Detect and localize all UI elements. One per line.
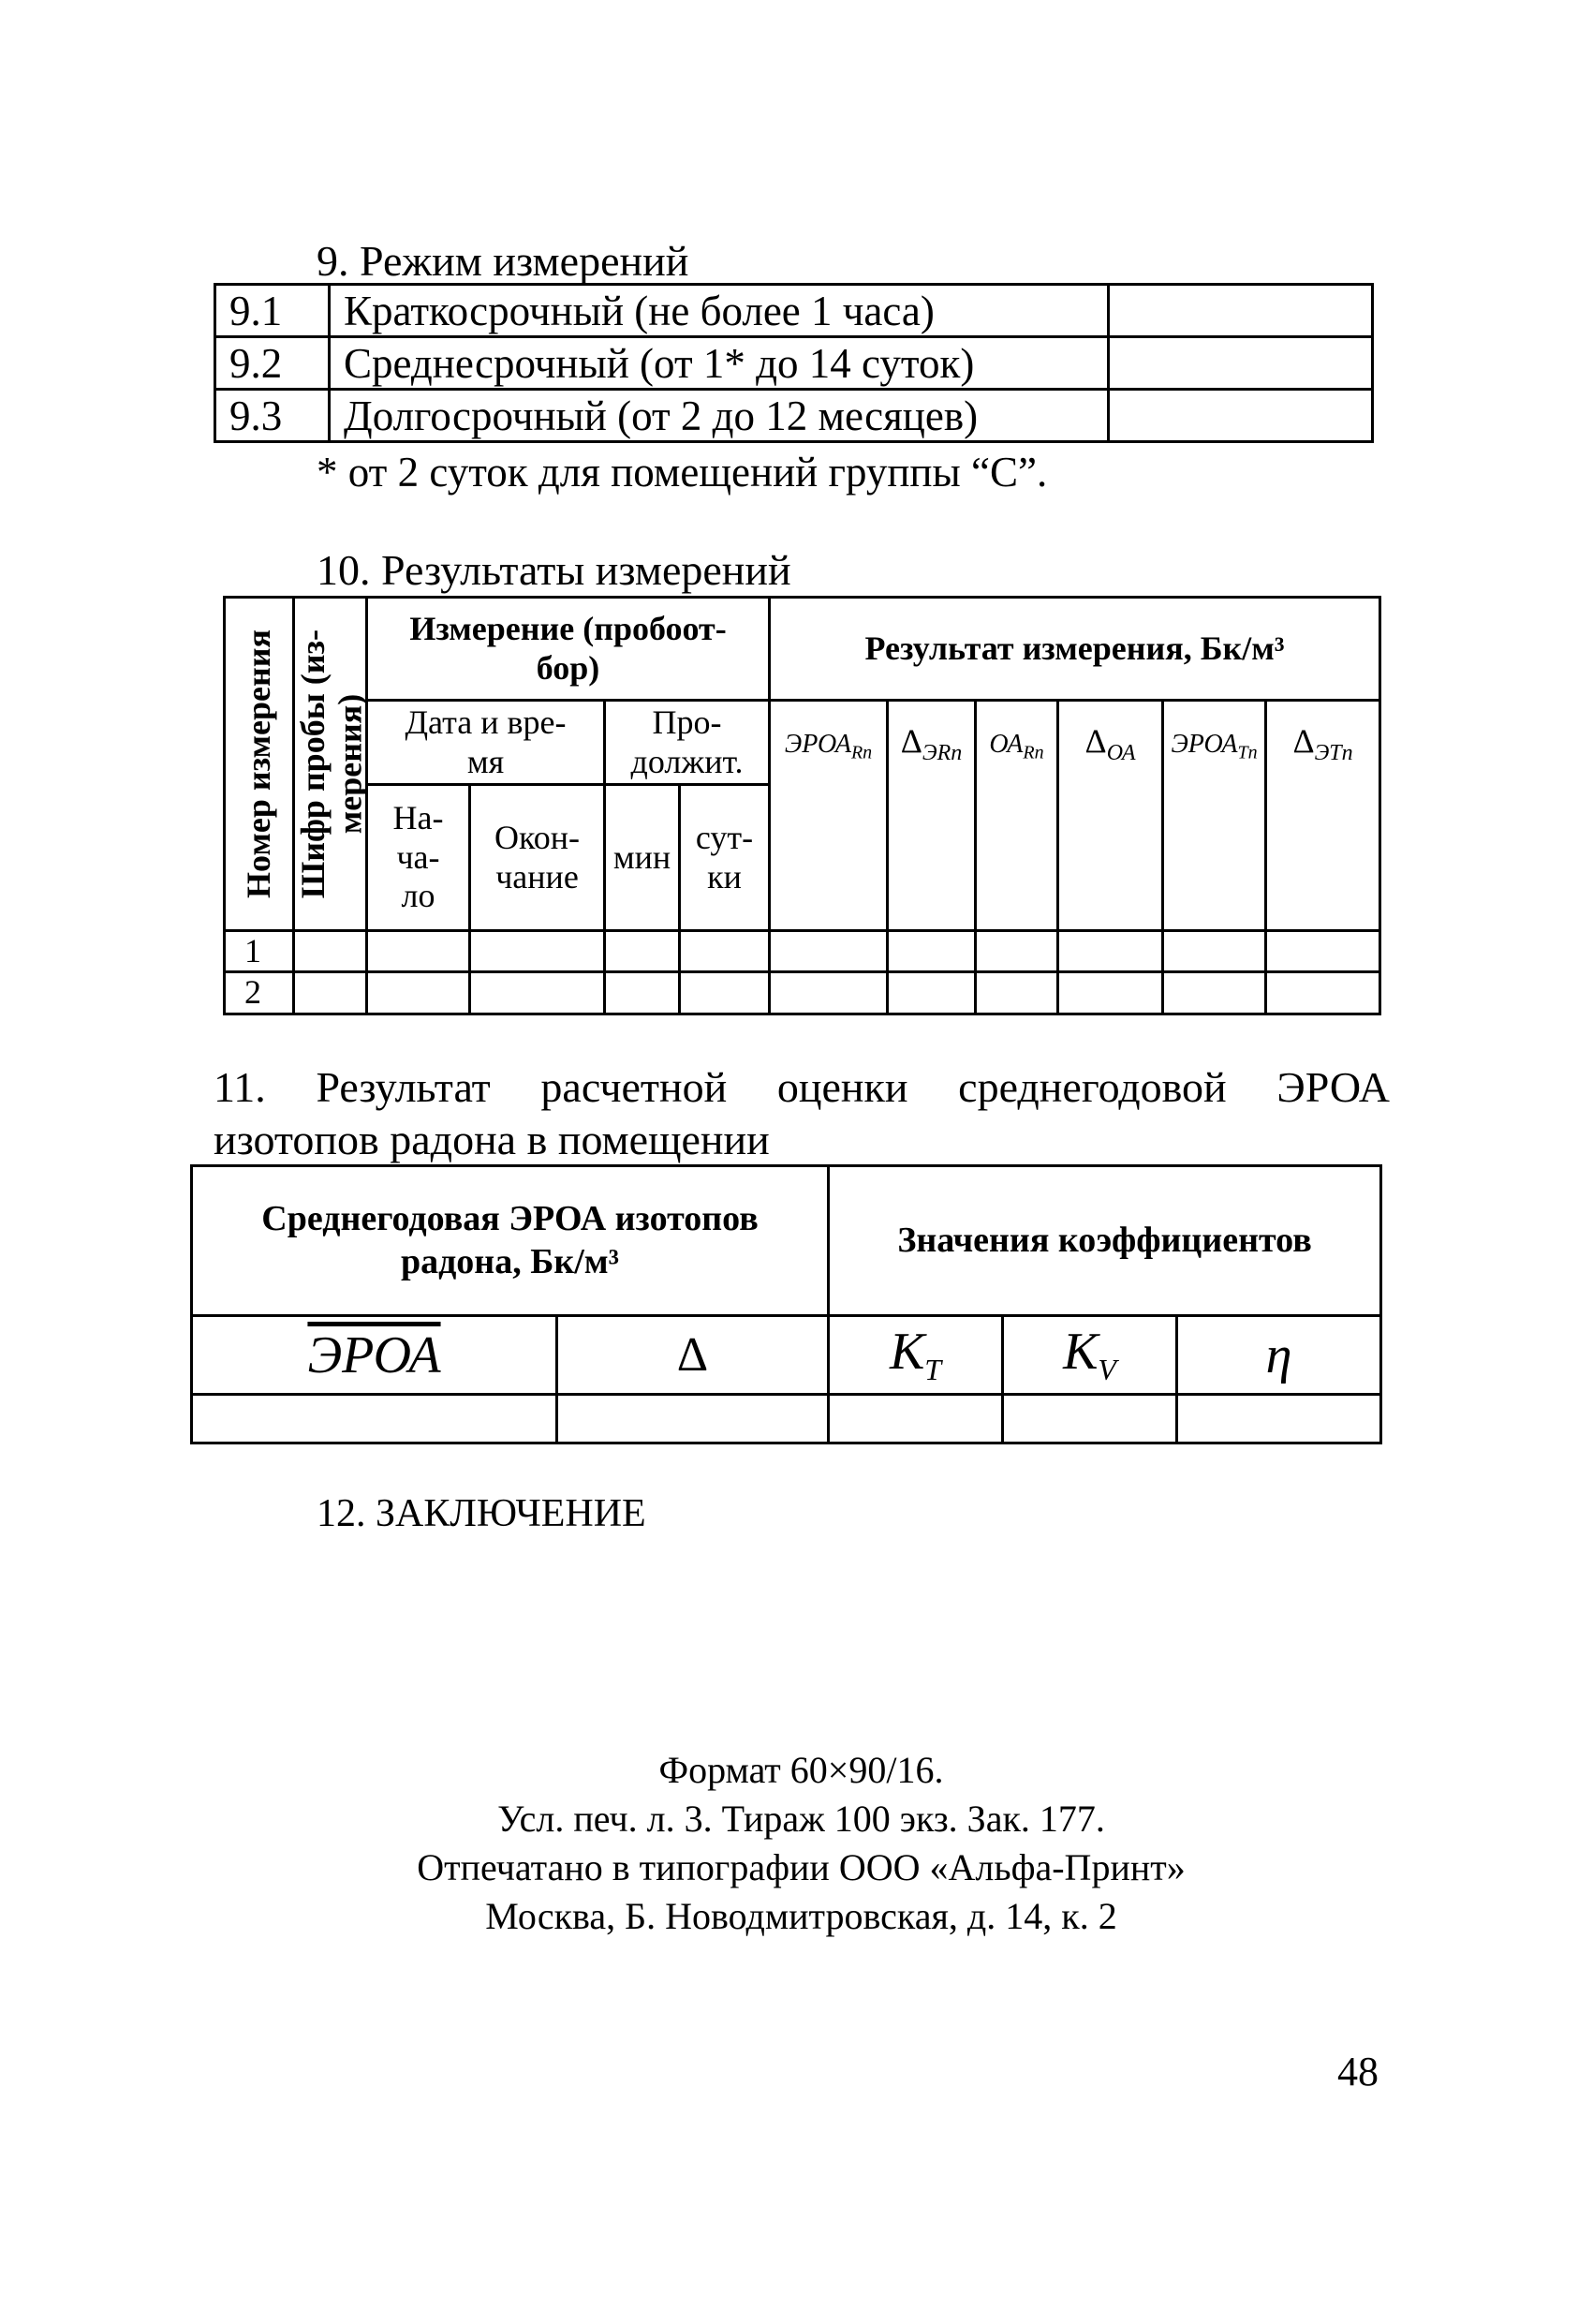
mode-value-cell — [1109, 337, 1373, 390]
end-header: Окон- чание — [470, 785, 605, 931]
result-col-delta-etn: $\Delta_{ЭTn}$ — [1266, 701, 1380, 931]
colophon — [0, 1746, 1593, 1941]
result-col-oa-rn: $ОА_{Rn}$ — [976, 701, 1058, 931]
annual-average-header: Среднегодовая ЭРОА изотопов радона, Бк/м³ — [192, 1166, 829, 1316]
header-row — [192, 1166, 1381, 1316]
annual-average-table — [190, 1164, 1382, 1444]
colophon-address: Москва, Б. Новодмитровская, д. 14, к. 2 — [485, 1895, 1117, 1937]
col-header-number — [225, 598, 294, 931]
table-cell — [976, 972, 1058, 1014]
measurement-results-table — [223, 596, 1381, 1015]
colophon-format: Формат 60×90/16. — [658, 1749, 944, 1791]
section-9-footnote: * от 2 суток для помещений группы “С”. — [317, 449, 1048, 496]
minutes-header: мин — [605, 785, 680, 931]
result-col-delta-oa: $\Delta_{ОА}$ — [1058, 701, 1163, 931]
table-cell — [770, 931, 888, 972]
section-12-title: 12. ЗАКЛЮЧЕНИЕ — [317, 1492, 646, 1535]
symbol-eta-cell: η — [1177, 1316, 1381, 1395]
table-cell — [470, 972, 605, 1014]
mode-label: Краткосрочный (не более 1 часа) — [330, 285, 1109, 337]
row-number: 1 — [225, 931, 294, 972]
result-header: Результат измерения, Бк/м³ — [770, 598, 1380, 701]
result-col-eroa-tn: $ЭРОА_{Tn}$ — [1163, 701, 1266, 931]
table-cell — [1177, 1395, 1381, 1443]
symbol-kv-cell: $K_V$ — [1003, 1316, 1177, 1395]
mode-value-cell — [1109, 285, 1373, 337]
header-row — [225, 598, 1380, 701]
table-cell — [192, 1395, 557, 1443]
colophon-printer: Отпечатано в типографии ООО «Альфа-Принт» — [417, 1846, 1186, 1888]
table-row — [215, 337, 1373, 390]
colophon-print-run: Усл. печ. л. 3. Тираж 100 экз. Зак. 177. — [497, 1798, 1105, 1840]
measurement-mode-table — [214, 283, 1374, 443]
table-cell — [770, 972, 888, 1014]
symbol-eroa-cell — [192, 1316, 557, 1395]
symbol-kt-cell: $K_T$ — [829, 1316, 1003, 1395]
table-cell — [976, 931, 1058, 972]
table-cell — [829, 1395, 1003, 1443]
row-number: 9.2 — [215, 337, 330, 390]
table-row — [215, 285, 1373, 337]
datetime-header: Дата и вре- мя — [367, 701, 605, 785]
mode-value-cell — [1109, 390, 1373, 442]
duration-header: Про- должит. — [605, 701, 770, 785]
section-11-title-continued: изотопов радона в помещении — [214, 1116, 770, 1163]
mode-label: Долгосрочный (от 2 до 12 месяцев) — [330, 390, 1109, 442]
table-cell — [557, 1395, 829, 1443]
table-cell — [294, 972, 367, 1014]
table-cell — [1266, 972, 1380, 1014]
table-cell — [888, 931, 976, 972]
table-cell — [1163, 972, 1266, 1014]
symbol-row — [192, 1316, 1381, 1395]
table-row — [225, 931, 1380, 972]
start-header: На- ча- ло — [367, 785, 470, 931]
section-11-title: 11. Результат расчетной оценки среднегодовой ЭРОА — [214, 1063, 1390, 1111]
table-cell — [1058, 972, 1163, 1014]
delta-symbol: Δ — [676, 1328, 709, 1382]
table-cell — [294, 931, 367, 972]
col-header-code — [294, 598, 367, 931]
row-number: 2 — [225, 972, 294, 1014]
measurement-number-label: Номер измерения — [239, 629, 277, 898]
table-row — [225, 972, 1380, 1014]
table-cell — [888, 972, 976, 1014]
header-row — [225, 701, 1380, 785]
sample-code-label: Шифр пробы (из- мерения) — [294, 629, 369, 899]
measurement-header: Измерение (пробоот- бор) — [367, 598, 770, 701]
table-cell — [680, 931, 770, 972]
eroa-symbol: ЭРОА — [307, 1325, 441, 1384]
days-header: сут- ки — [680, 785, 770, 931]
result-col-eroa-rn: $ЭРОА_{Rn}$ — [770, 701, 888, 931]
coefficients-header: Значения коэффициентов — [829, 1166, 1381, 1316]
table-cell — [470, 931, 605, 972]
row-number: 9.3 — [215, 390, 330, 442]
table-cell — [605, 972, 680, 1014]
row-number: 9.1 — [215, 285, 330, 337]
result-col-delta-ern: $\Delta_{ЭRn}$ — [888, 701, 976, 931]
table-cell — [680, 972, 770, 1014]
table-cell — [367, 972, 470, 1014]
table-cell — [1003, 1395, 1177, 1443]
table-row — [215, 390, 1373, 442]
table-row — [192, 1395, 1381, 1443]
table-cell — [1163, 931, 1266, 972]
table-cell — [1058, 931, 1163, 972]
section-10-title: 10. Результаты измерений — [317, 546, 791, 594]
table-cell — [367, 931, 470, 972]
symbol-delta-cell — [557, 1316, 829, 1395]
mode-label: Среднесрочный (от 1* до 14 суток) — [330, 337, 1109, 390]
page-number: 48 — [1337, 2049, 1379, 2095]
section-9-title: 9. Режим измерений — [317, 237, 689, 285]
table-cell — [605, 931, 680, 972]
table-cell — [1266, 931, 1380, 972]
